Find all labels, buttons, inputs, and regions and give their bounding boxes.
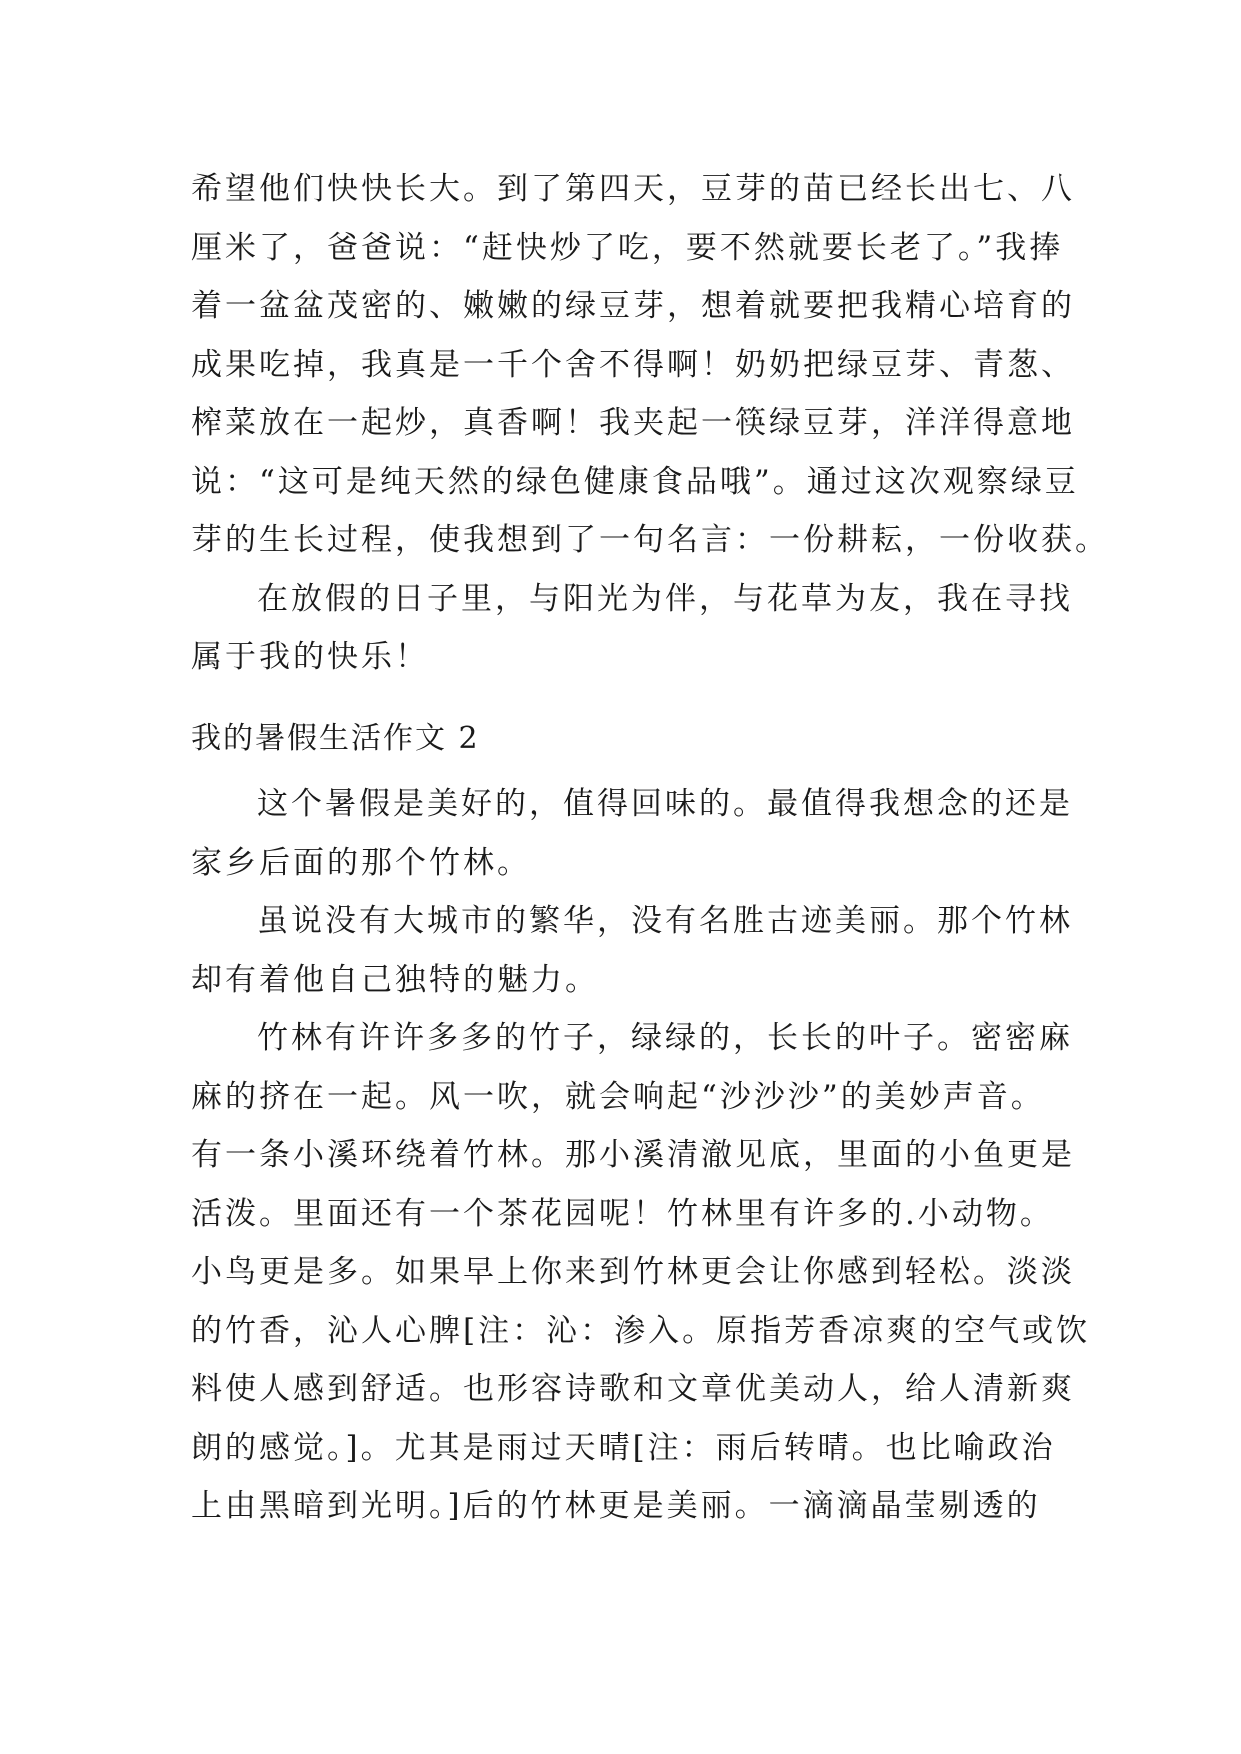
text-line: 属于我的快乐！ xyxy=(191,639,429,675)
text-line: 希望他们快快长大。到了第四天，豆芽的苗已经长出七、八 xyxy=(191,171,1075,207)
text-line: 朗的感觉。]。尤其是雨过天晴[注：雨后转晴。也比喻政治 xyxy=(191,1429,1056,1466)
text-line: 小鸟更是多。如果早上你来到竹林更会让你感到轻松。淡淡 xyxy=(191,1254,1075,1290)
paragraph-first-line: 竹林有许许多多的竹子，绿绿的，长长的叶子。密密麻 xyxy=(257,1020,1073,1056)
text-line: 的竹香，沁人心脾[注：沁：渗入。原指芳香凉爽的空气或饮 xyxy=(191,1312,1091,1349)
paragraph-first-line: 虽说没有大城市的繁华，没有名胜古迹美丽。那个竹林 xyxy=(257,903,1073,939)
text-line: 着一盆盆茂密的、嫩嫩的绿豆芽，想着就要把我精心培育的 xyxy=(191,288,1075,324)
paragraph-first-line: 这个暑假是美好的，值得回味的。最值得我想念的还是 xyxy=(257,786,1073,822)
text-line: 料使人感到舒适。也形容诗歌和文章优美动人，给人清新爽 xyxy=(191,1371,1075,1407)
paragraph-first-line: 在放假的日子里，与阳光为伴，与花草为友，我在寻找 xyxy=(257,580,1073,617)
text-line: 上由黑暗到光明。]后的竹林更是美丽。一滴滴晶莹剔透的 xyxy=(191,1488,1041,1524)
text-line: 成果吃掉，我真是一千个舍不得啊！奶奶把绿豆芽、青葱、 xyxy=(191,346,1075,383)
text-line: 厘米了，爸爸说：“赶快炒了吃，要不然就要长老了。”我捧 xyxy=(191,229,1064,266)
text-line: 却有着他自己独特的魅力。 xyxy=(191,961,599,998)
text-line: 榨菜放在一起炒，真香啊！我夹起一筷绿豆芽，洋洋得意地 xyxy=(191,405,1075,441)
text-line: 芽的生长过程，使我想到了一句名言：一份耕耘，一份收获。 xyxy=(191,522,1109,558)
text-line: 家乡后面的那个竹林。 xyxy=(191,844,531,881)
essay-part-1 xyxy=(191,160,1109,687)
text-line: 有一条小溪环绕着竹林。那小溪清澈见底，里面的小鱼更是 xyxy=(191,1137,1075,1173)
text-line: 说：“这可是纯天然的绿色健康食品哦”。通过这次观察绿豆 xyxy=(191,463,1079,500)
text-line: 麻的挤在一起。风一吹，就会响起“沙沙沙”的美妙声音。 xyxy=(191,1078,1045,1115)
essay-part-2 xyxy=(191,775,1091,1536)
text-line: 活泼。里面还有一个茶花园呢！竹林里有许多的.小动物。 xyxy=(191,1195,1054,1232)
essay-heading: 我的暑假生活作文 2 xyxy=(191,721,480,756)
